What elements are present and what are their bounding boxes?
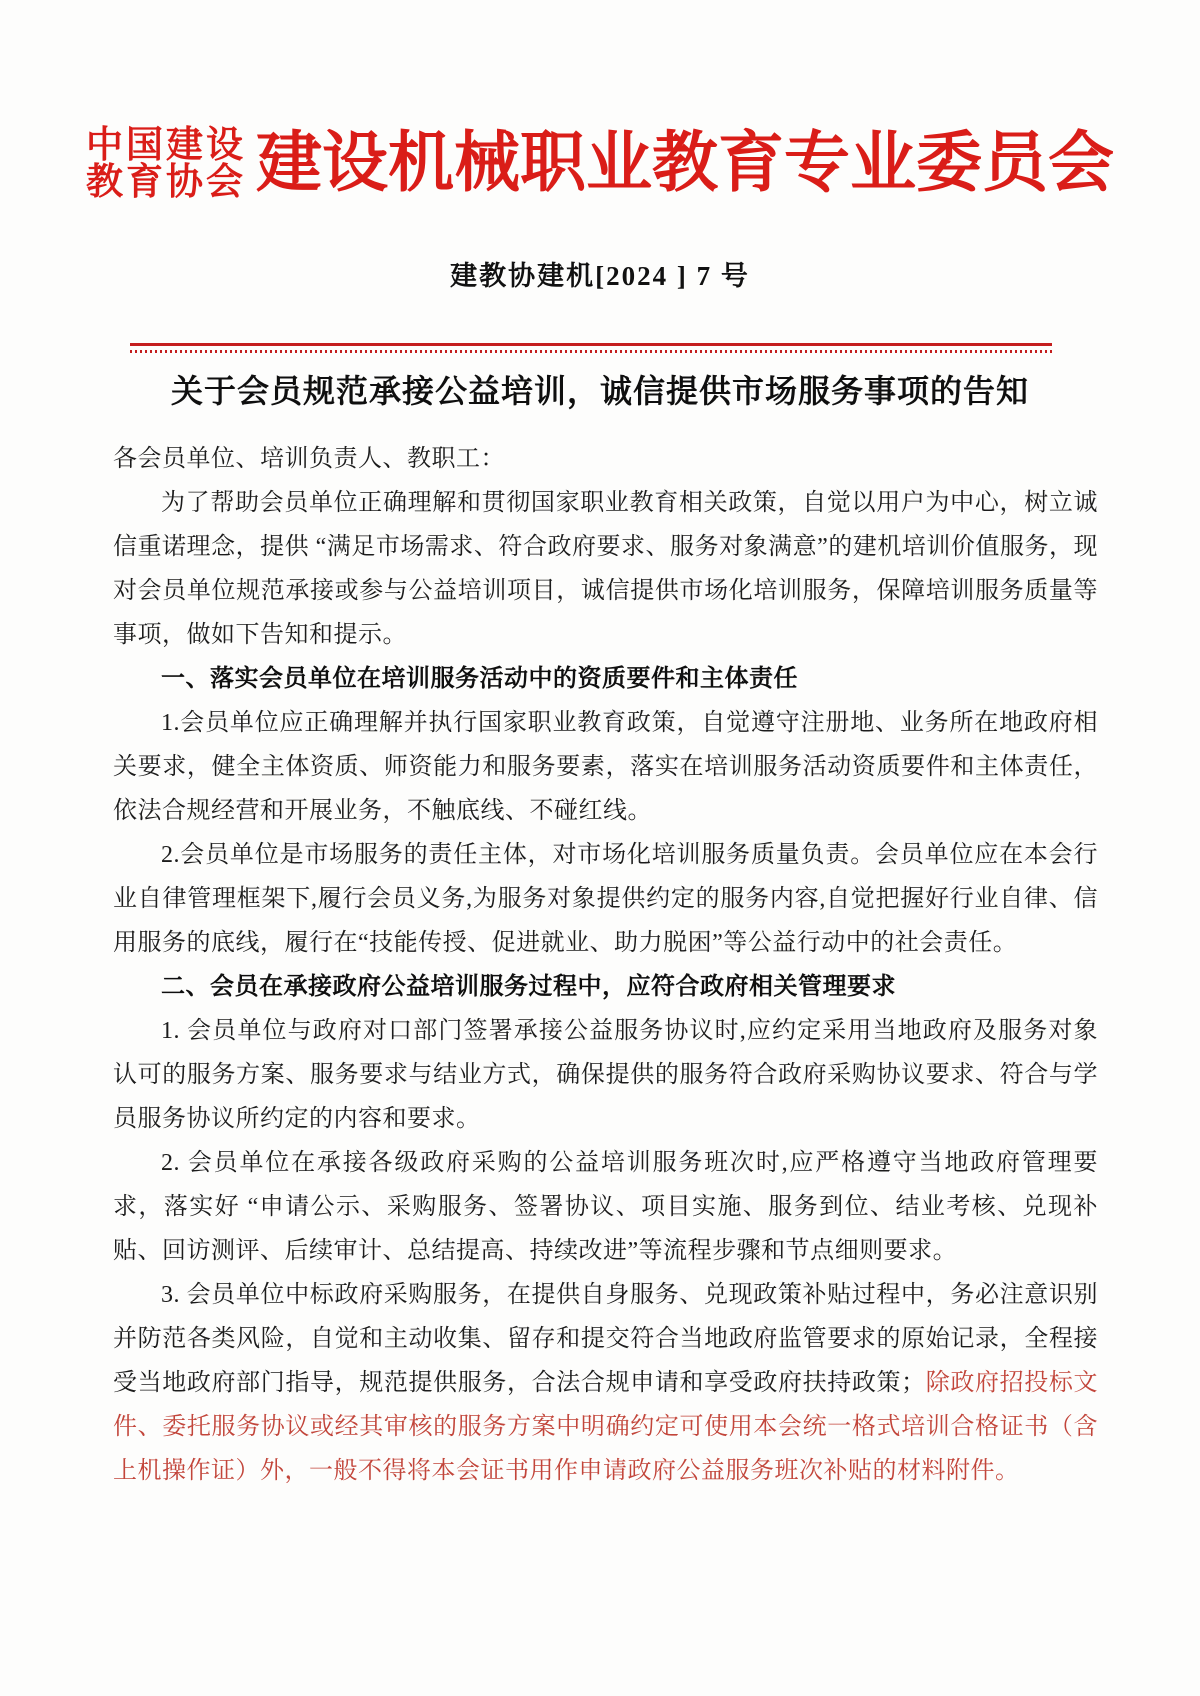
body-paragraph: 2. 会员单位在承接各级政府采购的公益培训服务班次时,应严格遵守当地政府管理要求，落实好 “申请公示、采购服务、签署协议、项目实施、服务到位、结业考核、兑现补贴、回访测评、后续审计、总结提高、持续改进”等流程步骤和节点细则要求。 [113, 1150, 1098, 1264]
document-number: 建教协建机[2024 ] 7 号 [450, 261, 750, 291]
paragraph-text: 3. 会员单位中标政府采购服务，在提供自身服务、兑现政策补贴过程中，务必注意识别并防范各类风险，自觉和主动收集、留存和提交符合当地政府监管要求的原始记录，全程接受当地政府部门指导，规范提供服务，合法合规申请和享受政府扶持政策； [113, 1282, 1098, 1396]
paragraph-red-text: 除政府招投标文件、委托服务协议或经其审核的服务方案中明确约定可使用本会统一格式培训合格证书（含上机操作证）外，一般不得将本会证书用作申请政府公益服务班次补贴的材料附件。 [113, 1370, 1099, 1484]
org-name-line1: 中国建设 [86, 125, 246, 166]
section-heading: 二、会员在承接政府公益培训服务过程中，应符合政府相关管理要求 [161, 974, 896, 1000]
body-paragraph: 1. 会员单位与政府对口部门签署承接公益服务协议时,应约定采用当地政府及服务对象认可的服务方案、服务要求与结业方式，确保提供的服务符合政府采购协议要求、符合与学员服务协议所约定的内容和要求。 [113, 1018, 1098, 1132]
org-name-line2: 教育协会 [86, 162, 246, 203]
salutation: 各会员单位、培训负责人、教职工： [113, 446, 505, 472]
document-content [113, 437, 1098, 1493]
section-heading: 一、落实会员单位在培训服务活动中的资质要件和主体责任 [161, 666, 798, 692]
document-body [113, 481, 1098, 1493]
org-name [86, 127, 246, 201]
body-paragraph: 为了帮助会员单位正确理解和贯彻国家职业教育相关政策，自觉以用户为中心，树立诚信重诺理念，提供 “满足市场需求、符合政府要求、服务对象满意”的建机培训价值服务，现对会员单位规范承接或参与公益培训项目，诚信提供市场化培训服务，保障培训服务质量等事项，做如下告知和提示。 [113, 490, 1098, 648]
divider-dotted-line [130, 350, 1052, 353]
document-title: 关于会员规范承接公益培训，诚信提供市场服务事项的告知 [170, 373, 1029, 409]
body-paragraph: 2.会员单位是市场服务的责任主体，对市场化培训服务质量负责。会员单位应在本会行业自律管理框架下,履行会员义务,为服务对象提供约定的服务内容,自觉把握好行业自律、信用服务的底线，履行在“技能传授、促进就业、助力脱困”等公益行动中的社会责任。 [113, 842, 1098, 956]
divider-solid-line [130, 343, 1052, 346]
committee-name: 建设机械职业教育专业委员会 [256, 127, 1114, 200]
body-paragraph [113, 1273, 1098, 1493]
red-divider [130, 343, 1052, 353]
body-paragraph: 1.会员单位应正确理解并执行国家职业教育政策，自觉遵守注册地、业务所在地政府相关要求，健全主体资质、师资能力和服务要素，落实在培训服务活动资质要件和主体责任，依法合规经营和开展业务，不触底线、不碰红线。 [113, 710, 1098, 824]
letterhead [0, 118, 1200, 210]
